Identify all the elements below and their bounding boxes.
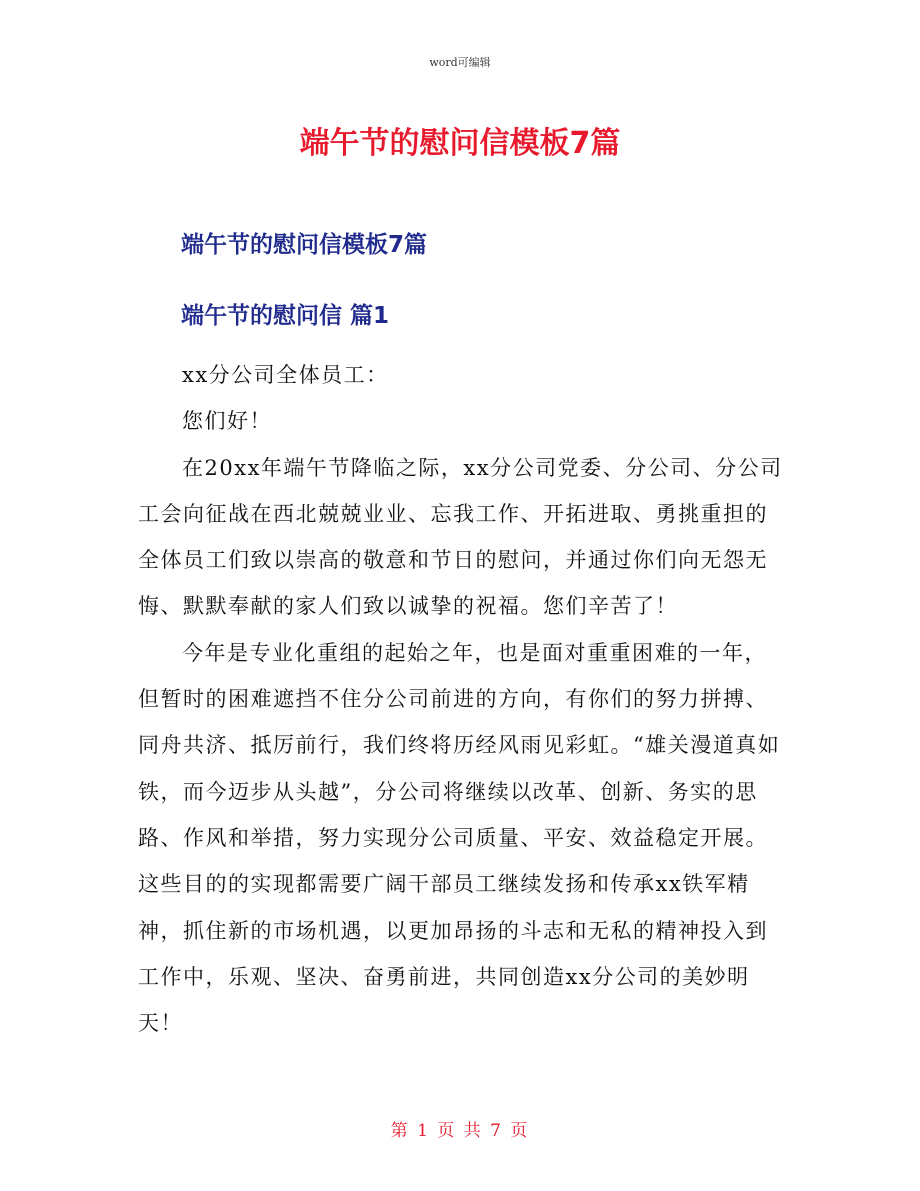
salutation-recipients: xx分公司全体员工： (182, 363, 389, 387)
document-subtitle: 端午节的慰问信模板7篇 (181, 232, 428, 258)
page-indicator: 第 1 页 共 7 页 (390, 1121, 530, 1141)
document-title: 端午节的慰问信模板7篇 (299, 126, 621, 161)
paragraph-2: 今年是专业化重组的起始之年，也是面对重重困难的一年，但暂时的困难遮挡不住分公司前进的方向，有你们的努力拼搏、同舟共济、抵厉前行，我们终将历经风雨见彩虹。“雄关漫道真如铁，而今迈步从头越”，分公司将继续以改革、创新、务实的思路、作风和举措，努力实现分公司质量、平安、效益稳定开展。这些目的的实现都需要广阔干部员工继续发扬和传承xx铁军精神，抓住新的市场机遇，以更加昂扬的斗志和无私的精神投入到工作中，乐观、坚决、奋勇前进，共同创造xx分公司的美妙明天！ (138, 640, 781, 1036)
salutation-greeting: 您们好！ (182, 409, 272, 434)
section-title: 端午节的慰问信 篇1 (181, 303, 390, 329)
header-note: word可编辑 (429, 56, 491, 69)
letter-body (138, 352, 788, 1046)
paragraph-1: 在20xx年端午节降临之际，xx分公司党委、分公司、分公司工会向征战在西北兢兢业业、忘我工作、开拓进取、勇挑重担的全体员工们致以崇高的敬意和节日的慰问，并通过你们向无怨无悔、默默奉献的家人们致以诚挚的祝福。您们辛苦了！ (138, 455, 783, 619)
